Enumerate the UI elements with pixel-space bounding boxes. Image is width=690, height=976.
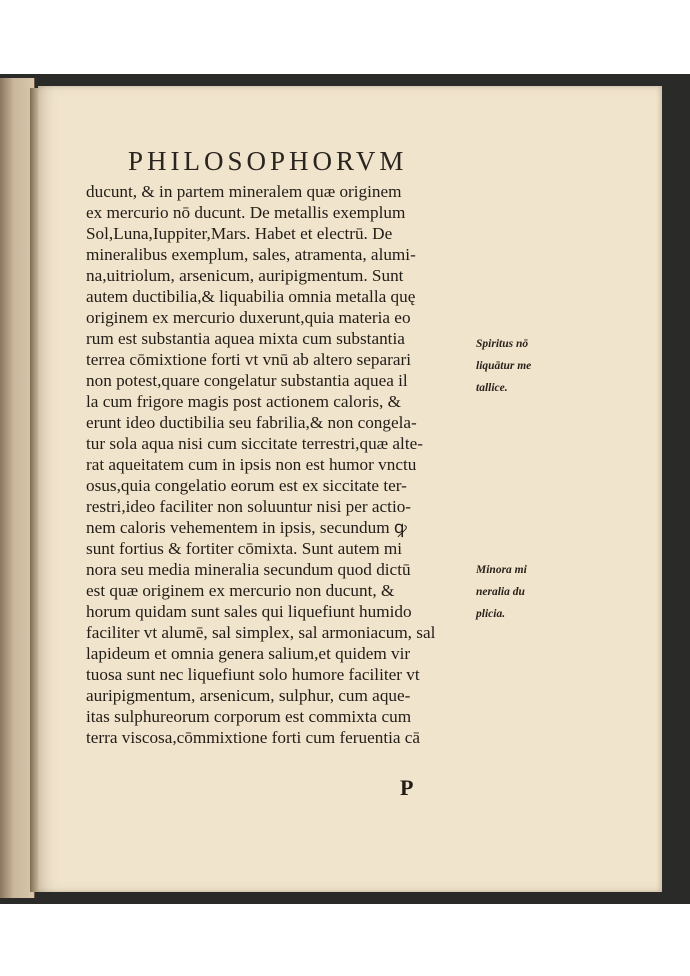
text-line: la cum frigore magis post actionem caloris, & — [86, 392, 402, 411]
margin-note: Spiritus nō — [476, 338, 529, 350]
text-line: tuosa sunt nec liquefiunt solo humore faciliter vt — [86, 665, 420, 684]
text-line: rat aqueitatem cum in ipsis non est humor vnctu — [86, 455, 417, 474]
text-line: originem ex mercurio duxerunt,quia materia eo — [86, 308, 411, 327]
text-line: ex mercurio nō ducunt. De metallis exemplum — [86, 203, 406, 222]
text-line: lapideum et omnia genera salium,et quidem vir — [86, 644, 411, 663]
body-text — [86, 181, 486, 748]
text-line: nora seu media mineralia secundum quod dictū — [86, 560, 411, 579]
text-line: na,uitriolum, arsenicum, auripigmentum. Sunt — [86, 266, 404, 285]
margin-note: Minora mi — [476, 564, 527, 576]
text-line: auripigmentum, arsenicum, sulphur, cum aque- — [86, 686, 411, 705]
margin-spacer — [476, 399, 556, 559]
margin-notes — [476, 333, 556, 625]
text-line: nem caloris vehementem in ipsis, secundum ꝙ — [86, 518, 407, 537]
text-line: est quæ originem ex mercurio non ducunt, & — [86, 581, 395, 600]
text-line: non potest,quare congelatur substantia aquea il — [86, 371, 408, 390]
text-line: ducunt, & in partem mineralem quæ originem — [86, 182, 402, 201]
text-line: terra viscosa,cōmmixtione forti cum feruentia cā — [86, 728, 421, 747]
text-line: rum est substantia aquea mixta cum substantia — [86, 329, 405, 348]
text-line: Sol,Luna,Iuppiter,Mars. Habet et electrū. De — [86, 224, 393, 243]
text-line: autem ductibilia,& liquabilia omnia metalla quę — [86, 287, 416, 306]
text-line: restri,ideo faciliter non soluuntur nisi per actio- — [86, 497, 412, 516]
margin-note: plicia. — [476, 608, 506, 620]
running-head: PHILOSOPHORVM — [128, 146, 408, 176]
margin-note: tallice. — [476, 382, 508, 394]
signature-mark: P — [400, 775, 414, 800]
text-line: itas sulphureorum corporum est commixta cum — [86, 707, 412, 726]
margin-note: neralia du — [476, 586, 525, 598]
text-line: sunt fortius & fortiter cōmixta. Sunt autem mi — [86, 539, 403, 558]
text-line: mineralibus exemplum, sales, atramenta, alumi- — [86, 245, 416, 264]
text-line: terrea cōmixtione forti vt vnū ab altero separari — [86, 350, 411, 369]
text-line: tur sola aqua nisi cum siccitate terrestri,quæ alte- — [86, 434, 423, 453]
text-line: erunt ideo ductibilia seu fabrilia,& non congela- — [86, 413, 417, 432]
text-line: faciliter vt alumē, sal simplex, sal armoniacum, sal — [86, 623, 436, 642]
margin-note: liquātur me — [476, 360, 532, 372]
text-line: osus,quia congelatio eorum est ex siccitate ter- — [86, 476, 407, 495]
text-line: horum quidam sunt sales qui liquefiunt humido — [86, 602, 412, 621]
